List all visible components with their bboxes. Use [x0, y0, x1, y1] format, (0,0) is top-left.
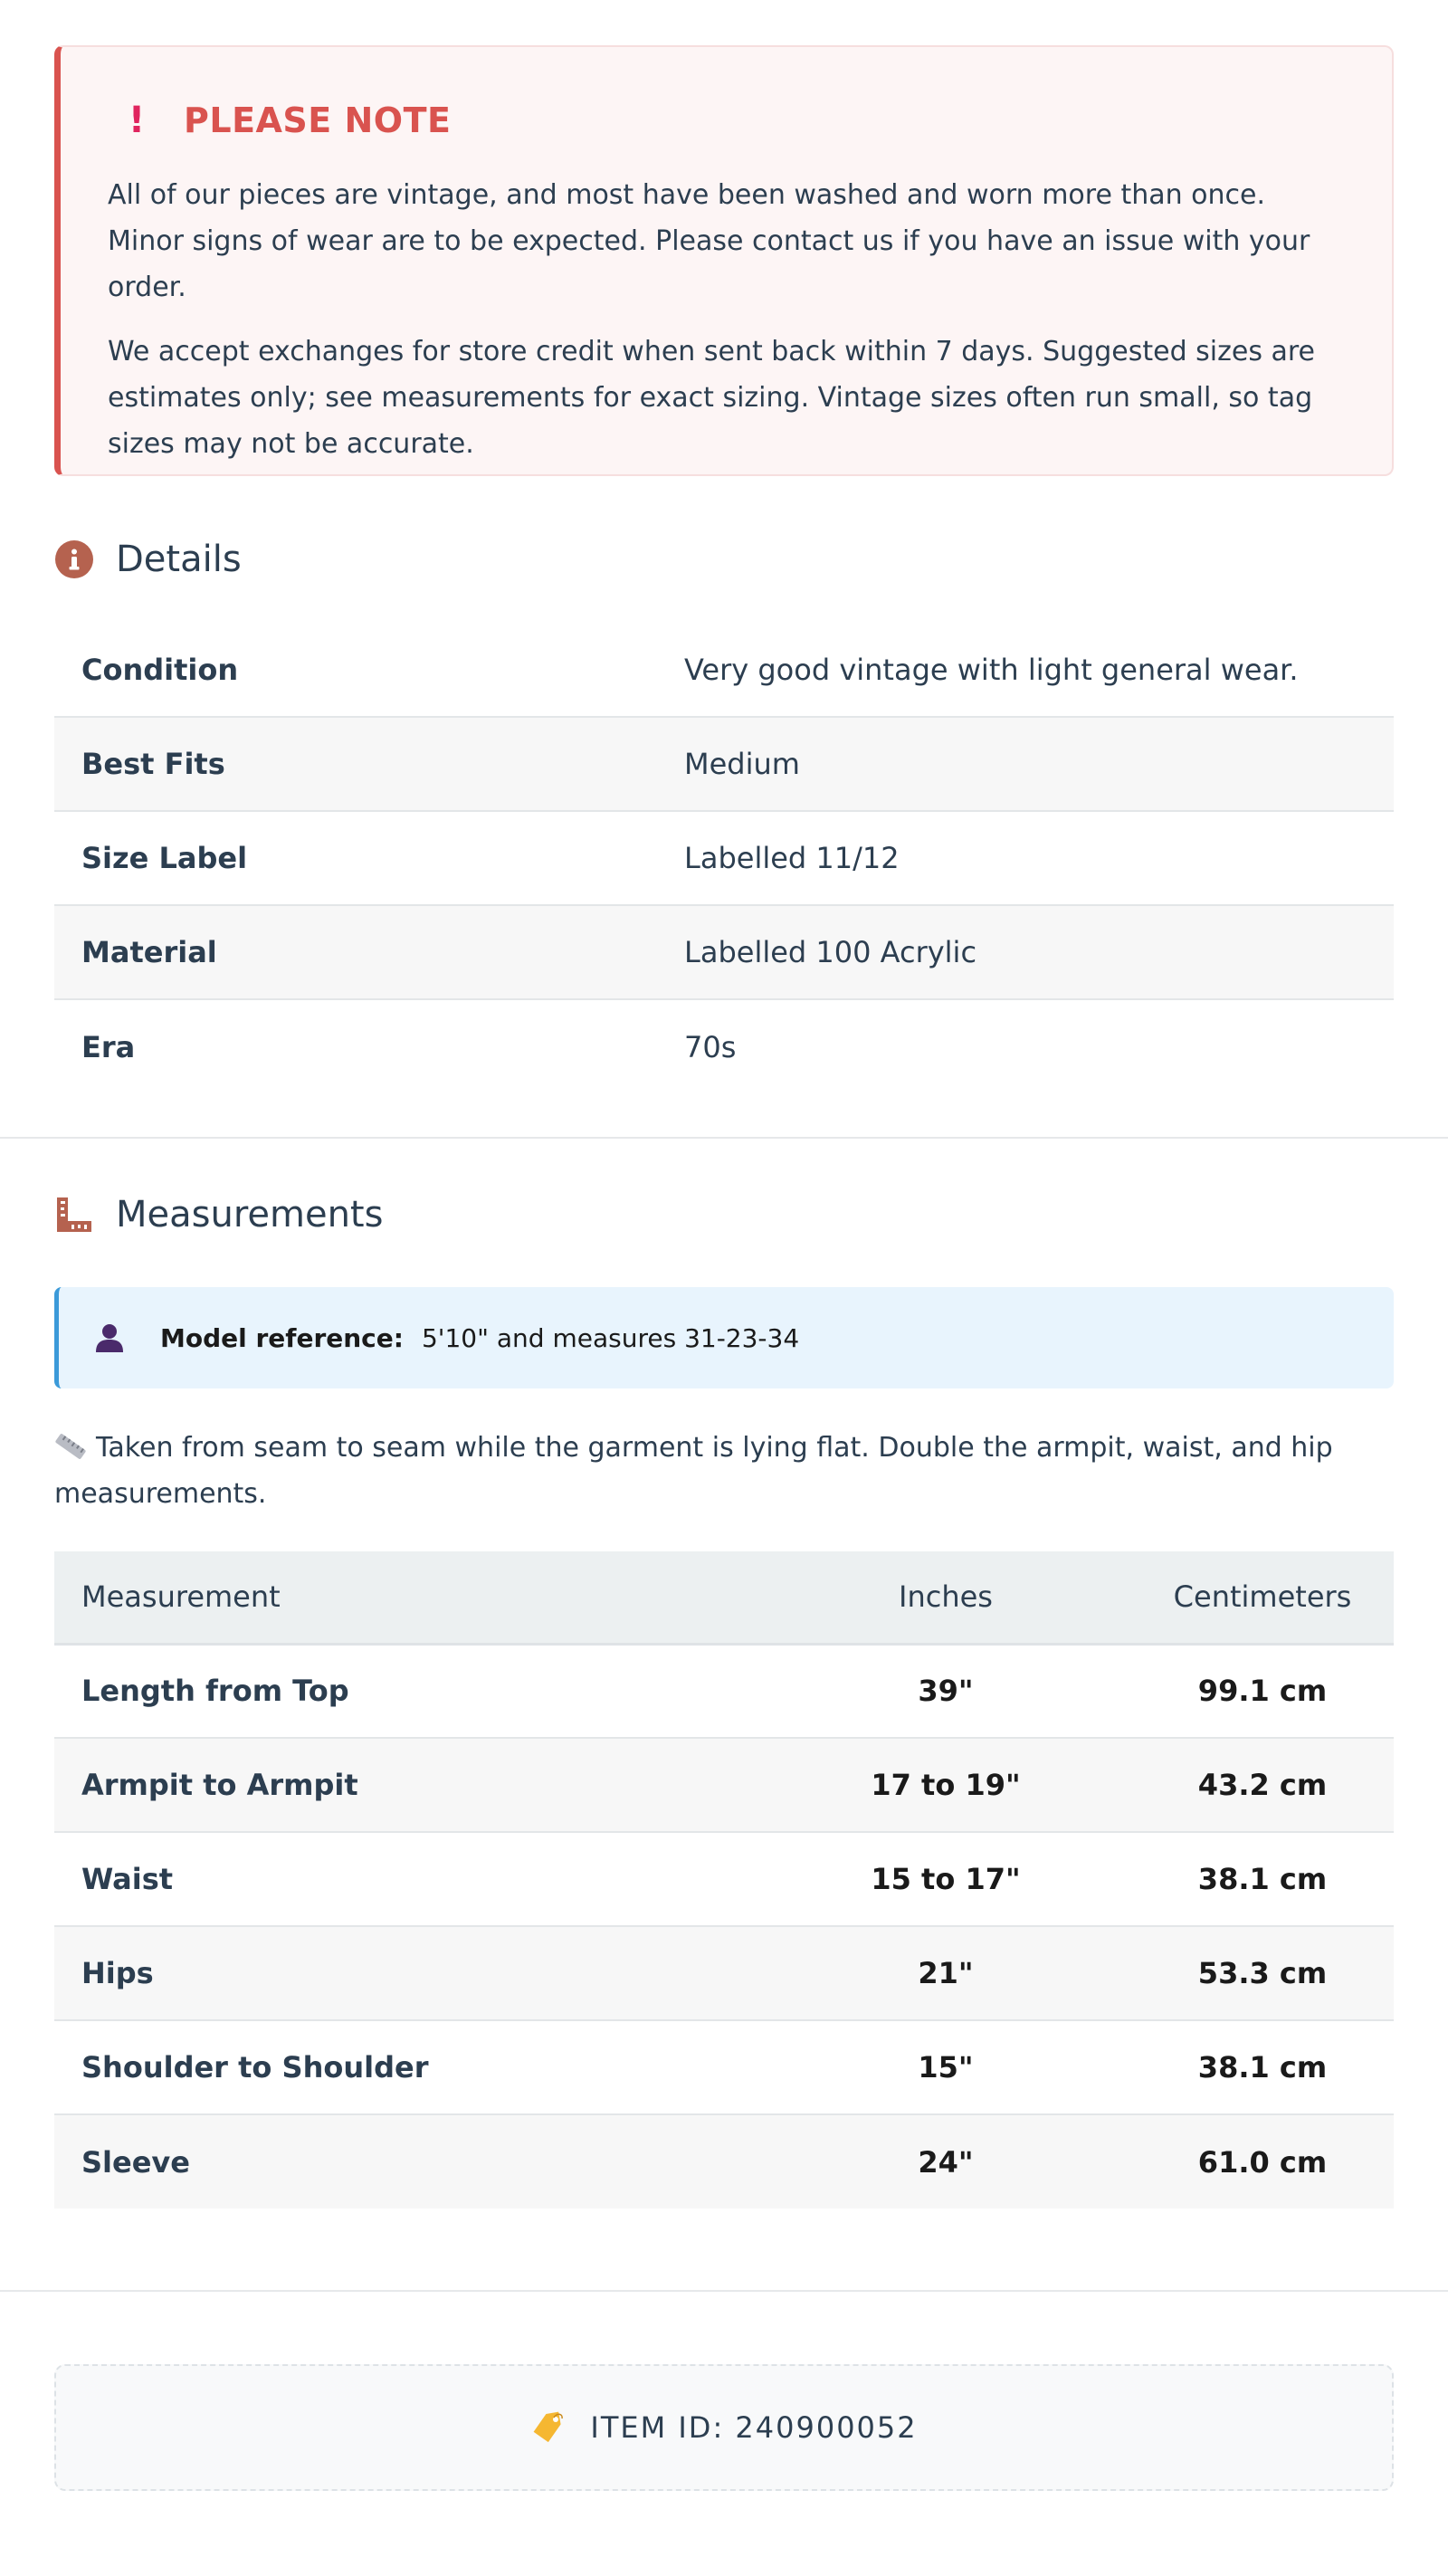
measurement-cm: 43.2 cm [1197, 1768, 1328, 1802]
measurement-cm: 53.3 cm [1197, 1956, 1328, 1990]
column-header: Measurement [81, 1579, 281, 1615]
table-row [54, 905, 1394, 999]
measurement-cm: 38.1 cm [1197, 2050, 1328, 2085]
table-row [54, 1832, 1394, 1926]
ruler-icon [54, 1195, 94, 1235]
measurement-inches: 39" [918, 1674, 974, 1709]
info-icon [54, 539, 94, 579]
measurement-inches: 15" [918, 2050, 974, 2085]
table-row [54, 717, 1394, 811]
detail-value: Labelled 11/12 [684, 841, 900, 875]
table-row [54, 623, 1394, 717]
measurement-instructions [54, 1425, 1394, 1517]
measurements-heading: Measurements [116, 1194, 384, 1236]
item-id-box [54, 2364, 1394, 2491]
detail-label: Size Label [81, 841, 248, 875]
notice-paragraph: We accept exchanges for store credit when sent back within 7 days. Suggested sizes are estimates only; see measurements for exact sizing. Vintage sizes often run small, so tag sizes may not be accurate. [108, 336, 1316, 460]
table-row [54, 811, 1394, 905]
notice-paragraph: All of our pieces are vintage, and most have been washed and worn more than once. Minor signs of wear are to be expected. Please contact us if you have an issue with your order. [108, 179, 1310, 303]
measurement-cm: 38.1 cm [1197, 1862, 1328, 1896]
measurement-name: Length from Top [81, 1674, 349, 1709]
detail-label: Condition [81, 652, 239, 687]
column-header: Inches [899, 1579, 993, 1615]
details-heading: Details [116, 539, 242, 580]
details-header [54, 532, 1394, 587]
person-icon [93, 1321, 126, 1354]
measurement-name: Waist [81, 1862, 174, 1896]
measurement-name: Shoulder to Shoulder [81, 2050, 429, 2085]
measurement-name: Hips [81, 1956, 154, 1990]
column-header: Centimeters [1173, 1579, 1352, 1615]
notice-title: PLEASE NOTE [184, 100, 452, 140]
detail-label: Era [81, 1029, 136, 1064]
measurement-cm: 61.0 cm [1197, 2144, 1328, 2180]
model-reference-value: 5'10" and measures 31-23-34 [421, 1322, 800, 1353]
ruler-icon [54, 1428, 87, 1455]
table-row [54, 999, 1394, 1093]
exclamation-icon: ! [128, 100, 146, 141]
measurement-inches: 24" [918, 2144, 974, 2180]
detail-value: Labelled 100 Acrylic [684, 935, 977, 969]
measurement-inches: 17 to 19" [871, 1768, 1021, 1802]
table-row [54, 1926, 1394, 2020]
measurement-inches: 21" [918, 1956, 974, 1990]
detail-value: Very good vintage with light general wear. [684, 652, 1299, 687]
detail-label: Material [81, 935, 217, 969]
notice-box [54, 45, 1394, 476]
measurement-name: Sleeve [81, 2144, 190, 2180]
measurement-inches: 15 to 17" [871, 1862, 1021, 1896]
details-table [54, 623, 1394, 1093]
notice-header [108, 100, 1347, 141]
item-id-text: ITEM ID: 240900052 [590, 2410, 918, 2445]
measurements-header [54, 1188, 1394, 1242]
tag-icon [530, 2410, 565, 2445]
measurement-cm: 99.1 cm [1197, 1674, 1328, 1709]
table-row [54, 1738, 1394, 1832]
instructions-text: Taken from seam to seam while the garment is lying flat. Double the armpit, waist, and hip measurements. [54, 1432, 1333, 1510]
table-header-row [54, 1551, 1394, 1644]
table-row [54, 2114, 1394, 2209]
measurement-name: Armpit to Armpit [81, 1768, 358, 1802]
measurements-table [54, 1551, 1394, 2209]
table-row [54, 1644, 1394, 1738]
model-reference-box [54, 1287, 1394, 1388]
table-row [54, 2020, 1394, 2114]
section-divider [0, 1137, 1448, 1139]
section-divider [0, 2290, 1448, 2292]
detail-value: Medium [684, 747, 800, 781]
detail-value: 70s [684, 1029, 737, 1064]
detail-label: Best Fits [81, 747, 225, 781]
model-reference-label: Model reference: [160, 1322, 404, 1353]
